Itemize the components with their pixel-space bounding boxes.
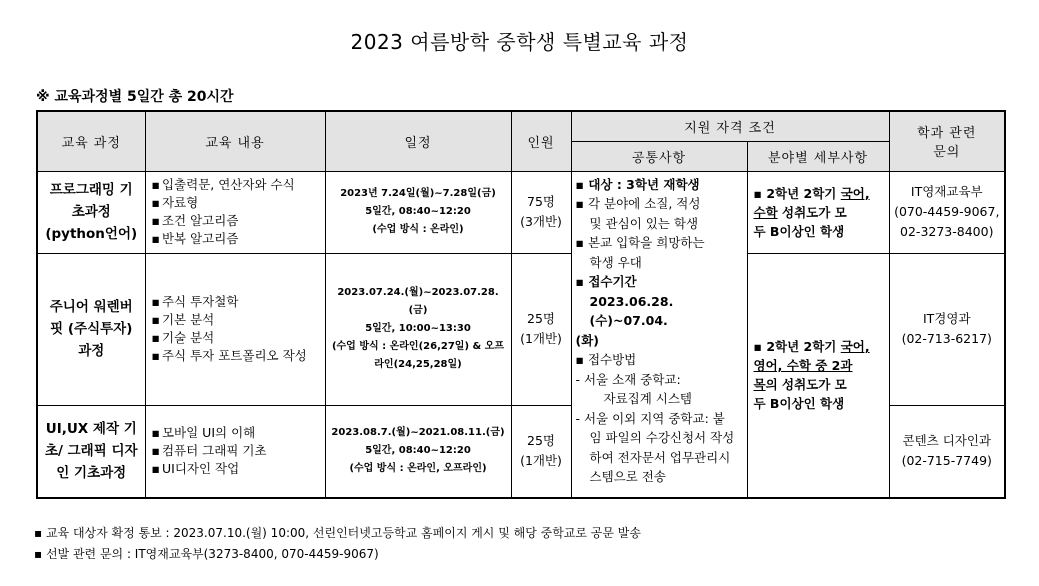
note-inquiry: ▪ 선발 관련 문의 : IT영재교육부(3273-8400, 070-4459-9067) [34,547,379,561]
course-schedule: 2023년 7.24일(월)~7.28일(금) 5일간, 08:40~12:20 (수업 방식 : 온라인) [325,171,511,253]
dept-contact: IT영재교육부 (070-4459-9067, 02-3273-8400) [889,171,1005,253]
dept-contact: 콘텐츠 디자인과 (02-715-7749) [889,405,1005,498]
field-requirement: ▪ 2학년 2학기 국어, 수학 성취도가 모 두 B이상인 학생 [747,171,889,253]
header-common: 공통사항 [571,141,747,171]
header-qualification: 지원 자격 조건 [571,111,889,141]
course-people: 75명 (3개반) [511,171,571,253]
header-course: 교육 과정 [37,111,145,171]
course-schedule: 2023.07.24.(월)~2023.07.28.(금) 5일간, 10:00~13:30 (수업 방식 : 온라인(26,27일) & 오프 라인(24,25,28일) [325,253,511,405]
course-table [36,110,1006,499]
table-row [37,253,1005,405]
course-people: 25명 (1개반) [511,405,571,498]
page-title: 2023 여름방학 중학생 특별교육 과정 [350,30,689,54]
course-name: UI,UX 제작 기 초/ 그래픽 디자 인 기초과정 [37,405,145,498]
course-content: ▪ 입출력문, 연산자와 수식 ▪ 자료형 ▪ 조건 알고리즘 ▪ 반복 알고리즘 [145,171,325,253]
course-name: 주니어 워렌버 핏 (주식투자) 과정 [37,253,145,405]
dept-contact: IT경영과 (02-713-6217) [889,253,1005,405]
header-dept: 학과 관련 문의 [889,111,1005,171]
common-requirements: ▪ 대상 : 3학년 재학생 ▪ 각 분야에 소질, 적성 및 관심이 있는 학생 ▪ 본교 입학을 희망하는 학생 우대 ▪ 접수기간 2023.06.28.(수)~07.04. (화) ▪ 접수방법 - 서울 소재 중학교: 자료집계 시스템 - 서울 이외 지역 중학교: 붙 임 파일의 수강신청서 작성 하여 전자문서 업무관리시 스템으로 전송 [571,171,747,498]
course-content: ▪ 주식 투자철학 ▪ 기본 분석 ▪ 기술 분석 ▪ 주식 투자 포트폴리오 작성 [145,253,325,405]
course-content: ▪ 모바일 UI의 이해 ▪ 컴퓨터 그래픽 기초 ▪ UI디자인 작업 [145,405,325,498]
header-content: 교육 내용 [145,111,325,171]
header-schedule: 일정 [325,111,511,171]
note-notification: ▪ 교육 대상자 확정 통보 : 2023.07.10.(월) 10:00, 선린인터넷고등학교 홈페이지 게시 및 해당 중학교로 공문 발송 [34,526,641,540]
course-schedule: 2023.08.7.(월)~2021.08.11.(금) 5일간, 08:40~12:20 (수업 방식 : 온라인, 오프라인) [325,405,511,498]
table-row [37,171,1005,253]
subtitle: ※ 교육과정별 5일간 총 20시간 [36,89,234,105]
field-requirement: ▪ 2학년 2학기 국어, 영어, 수학 중 2과 목의 성취도가 모 두 B이상인 학생 [747,253,889,498]
course-name: 프로그래밍 기 초과정 (python언어) [37,171,145,253]
header-people: 인원 [511,111,571,171]
header-field: 분야별 세부사항 [747,141,889,171]
course-people: 25명 (1개반) [511,253,571,405]
